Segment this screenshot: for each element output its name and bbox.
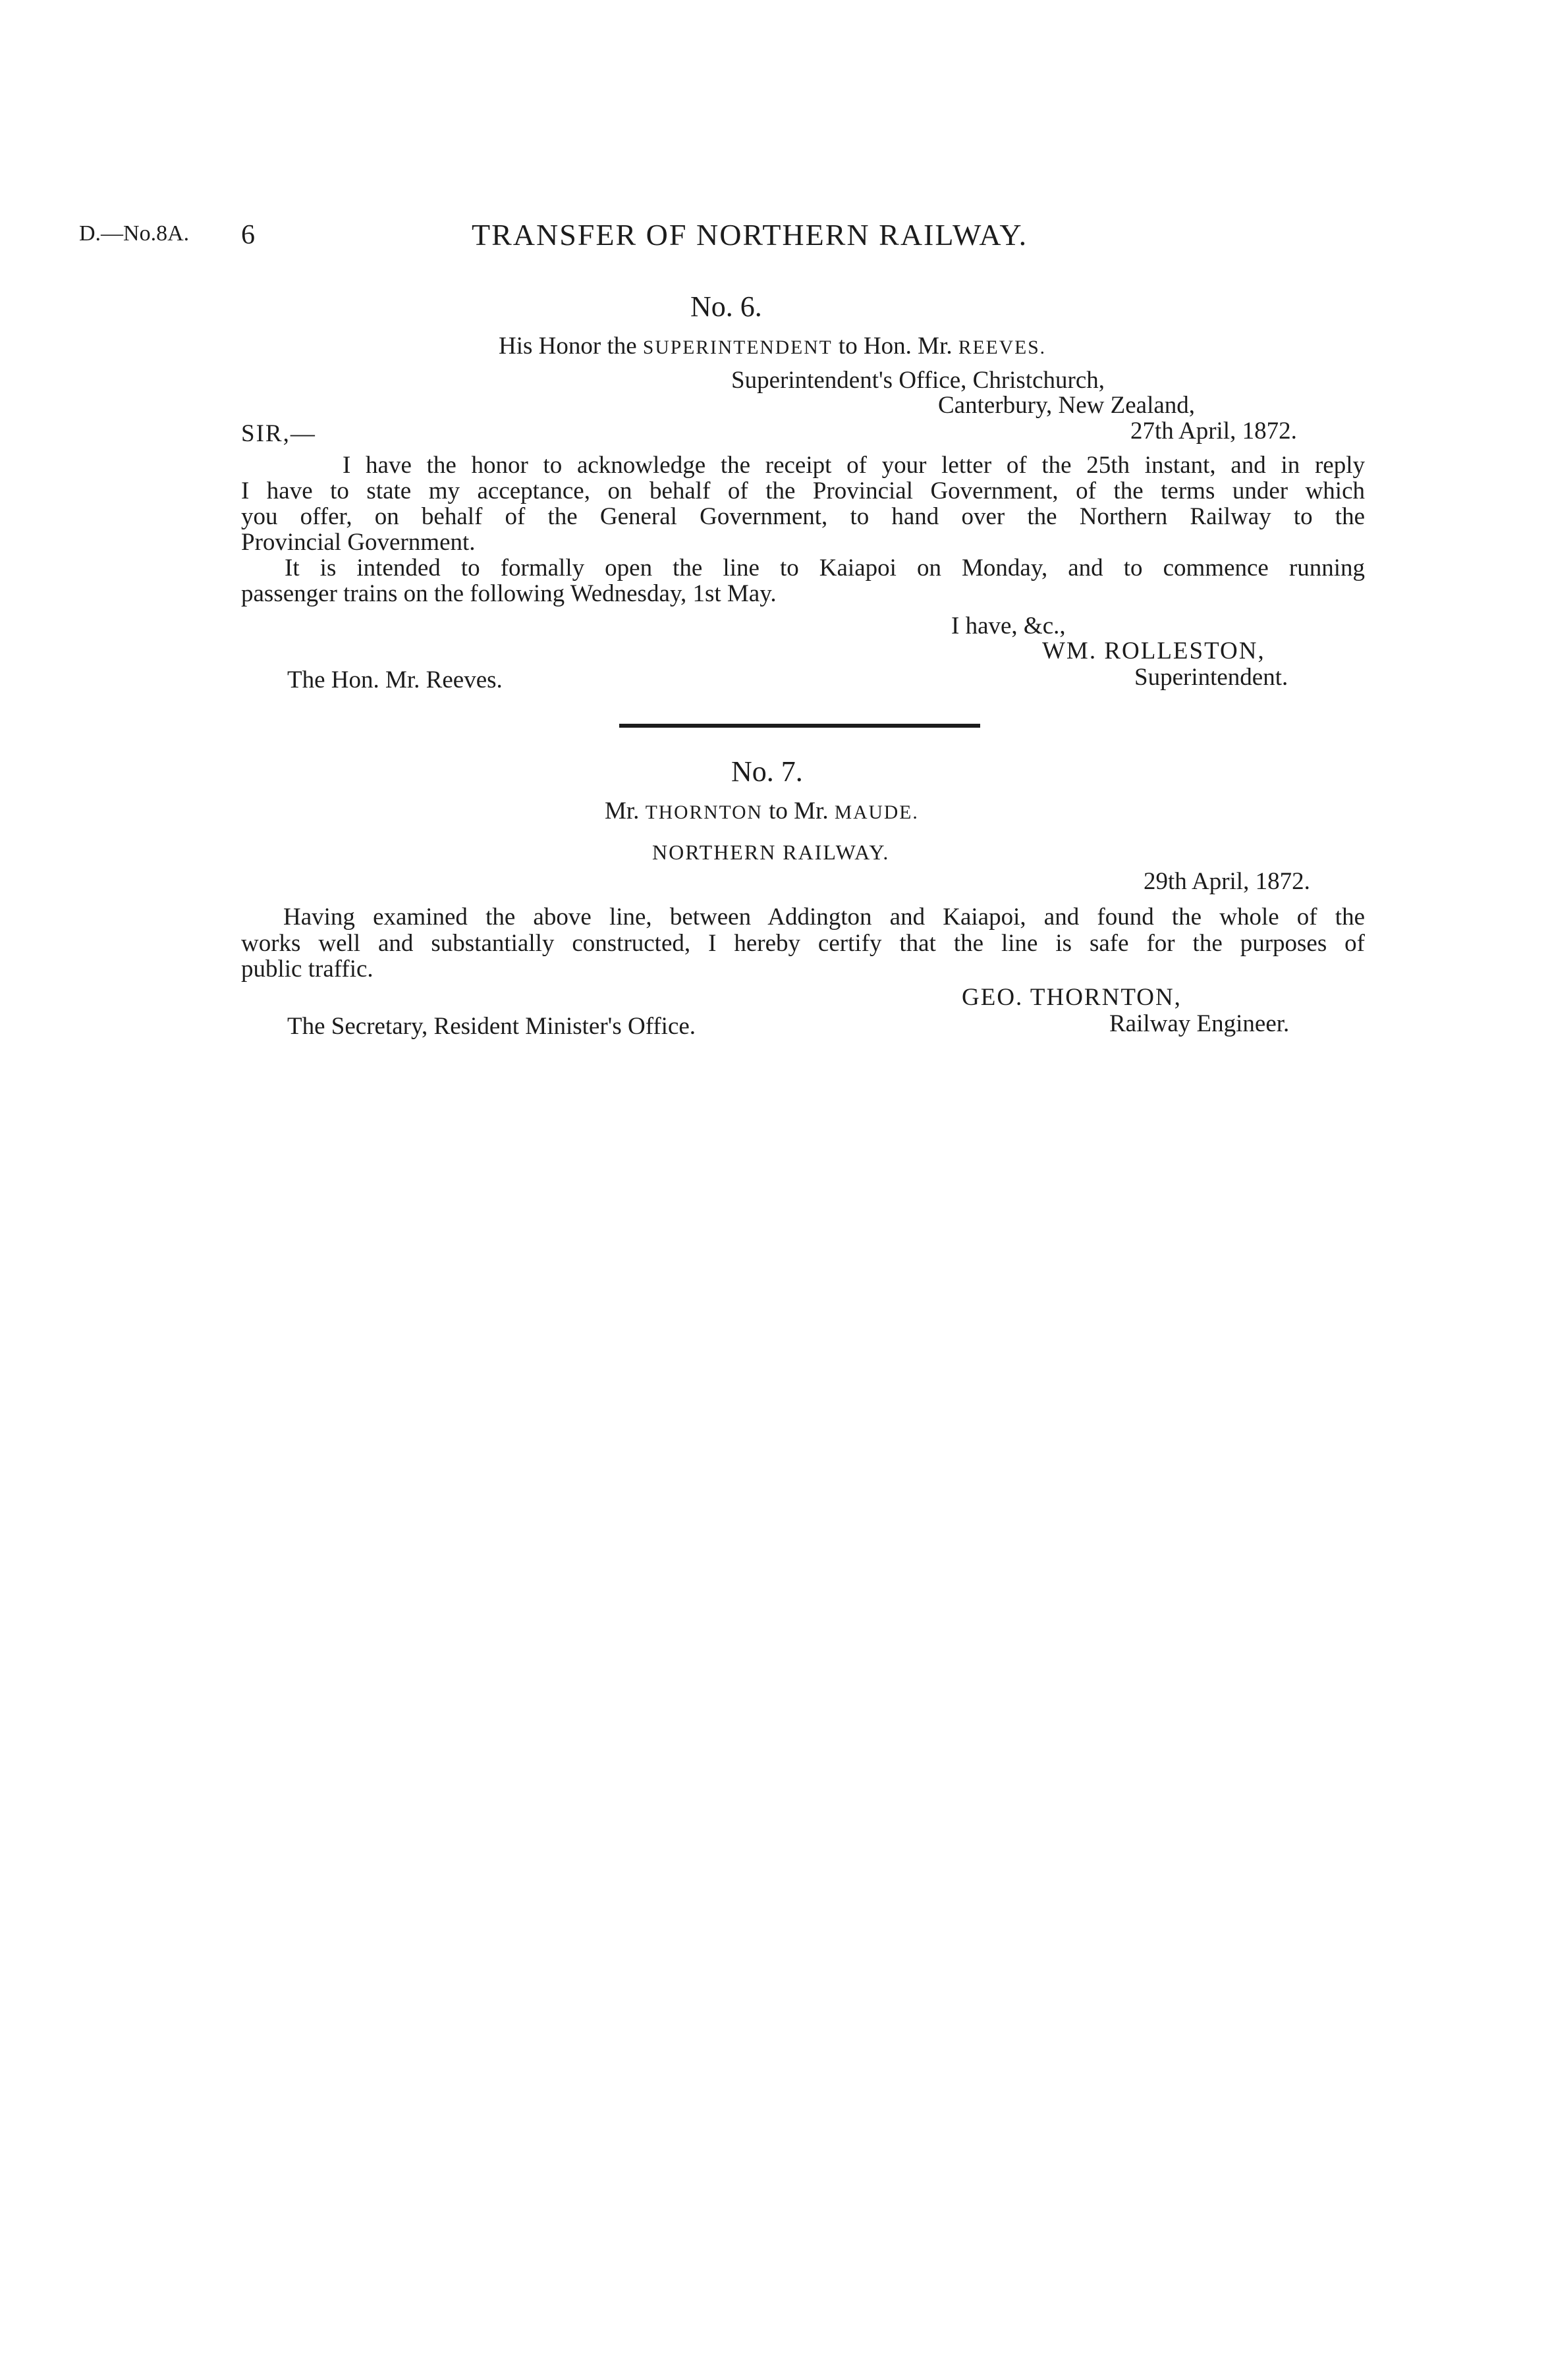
letter-6-para1-line3: you offer, on behalf of the General Government, to hand over the Northern Railway to the [241,503,1365,530]
letter-6-signature-title: Superintendent. [1134,664,1288,691]
letter-7-subject: NORTHERN RAILWAY. [652,840,890,864]
letter-7-from-to [605,799,919,823]
from-to-text: to Mr. [762,798,835,825]
to-name: MAUDE. [834,802,919,823]
letter-6-from-to [499,334,1046,358]
letter-7-addressee: The Secretary, Resident Minister's Office. [287,1013,696,1040]
letter-7-para-line1: Having examined the above line, between Addington and Kaiapoi, and found the whole of the [283,904,1365,931]
letter-6-para1-line1: I have the honor to acknowledge the receipt of your letter of the 25th instant, and in reply [343,452,1365,479]
letter-6-address-line1: Superintendent's Office, Christchurch, [731,367,1105,394]
section-divider [619,724,980,728]
to-name: REEVES. [958,337,1047,358]
letter-6-para1-line4: Provincial Government. [241,529,476,556]
letter-6-signature-name: WM. ROLLESTON, [1042,637,1265,664]
letter-7-para-line2: works well and substantially constructed, I hereby certify that the line is safe for the purposes of [241,930,1365,957]
from-to-text: His Honor the [499,333,643,360]
letter-6-salutation: SIR,— [241,420,316,447]
from-to-text: to Hon. Mr. [832,333,958,360]
page-number: 6 [241,220,255,250]
letter-6-addressee: The Hon. Mr. Reeves. [287,666,503,693]
letter-7-signature-name: GEO. THORNTON, [962,984,1182,1011]
page-title: TRANSFER OF NORTHERN RAILWAY. [472,218,1028,252]
letter-6-date: 27th April, 1872. [1130,418,1297,445]
letter-6-para2-line2: passenger trains on the following Wednesday, 1st May. [241,580,777,607]
document-reference: D.—No.8A. [79,221,190,246]
letter-7-para-line3: public traffic. [241,956,373,983]
from-name: THORNTON [645,802,763,823]
letter-7-date: 29th April, 1872. [1144,868,1310,895]
letter-6-para1-line2: I have to state my acceptance, on behalf of the Provincial Government, of the terms under which [241,477,1365,504]
from-to-text: Mr. [605,798,646,825]
letter-6-para2-line1: It is intended to formally open the line to Kaiapoi on Monday, and to commence running [285,554,1365,581]
letter-7-number: No. 7. [731,755,803,788]
letter-7-signature-title: Railway Engineer. [1109,1010,1290,1037]
from-name: SUPERINTENDENT [642,337,833,358]
letter-6-number: No. 6. [690,290,762,323]
letter-6-address-line2: Canterbury, New Zealand, [938,392,1196,419]
letter-6-closing: I have, &c., [951,612,1066,639]
